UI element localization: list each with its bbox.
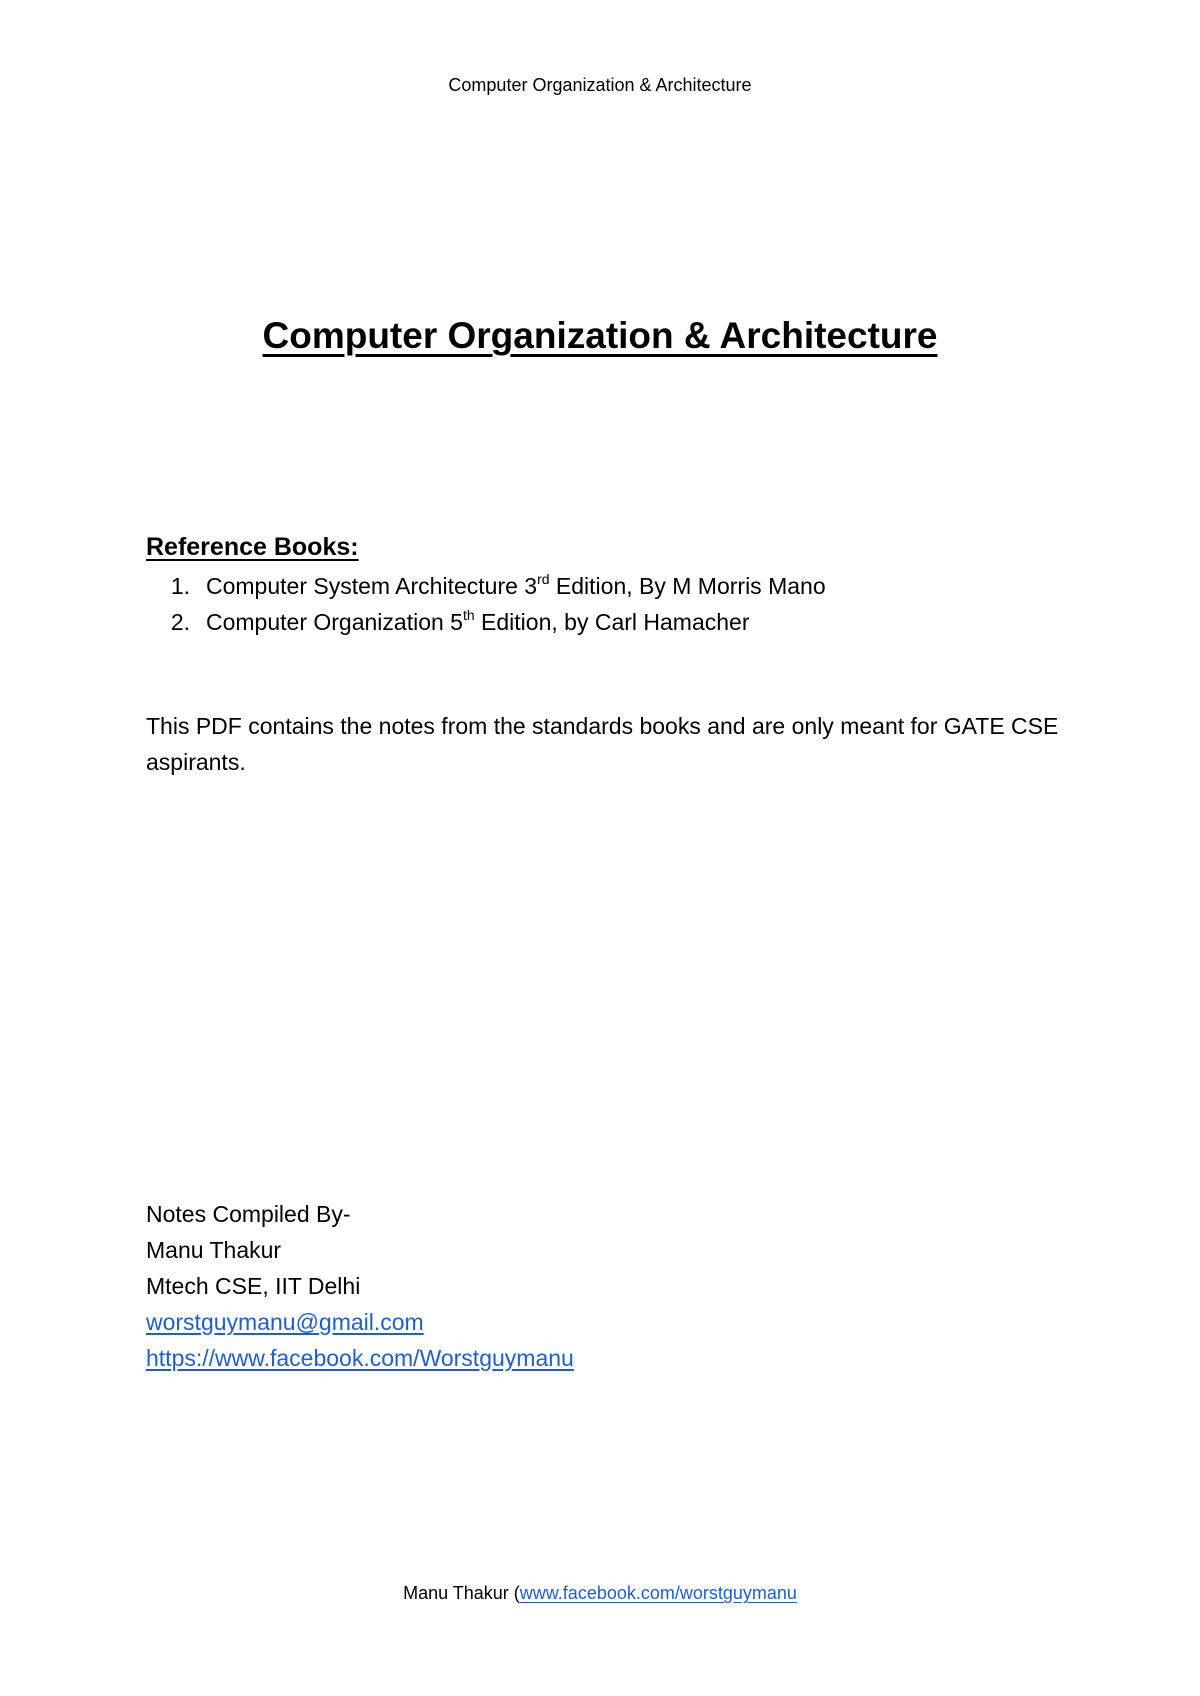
author-name: Manu Thakur	[146, 1237, 282, 1263]
reference-book-item	[146, 604, 826, 640]
compiled-by-label: Notes Compiled By-	[146, 1201, 351, 1227]
reference-book-title: Computer System Architecture 3	[206, 573, 538, 599]
document-title	[0, 314, 1200, 358]
description-paragraph: This PDF contains the notes from the standards books and are only meant for GATE CSE aspirants.	[146, 713, 1059, 775]
reference-books-heading: Reference Books:	[146, 533, 359, 561]
reference-book-edition-suffix: rd	[537, 571, 550, 587]
footer-author: Manu Thakur (	[403, 1583, 520, 1603]
reference-book-author: Edition, by Carl Hamacher	[474, 609, 750, 635]
reference-books-list	[146, 568, 826, 640]
page-footer	[0, 1582, 1200, 1604]
email-link[interactable]: worstguymanu@gmail.com	[146, 1309, 424, 1335]
reference-book-number: 1.	[170, 573, 190, 599]
document-title-text: Computer Organization & Architecture	[262, 315, 938, 356]
reference-book-number: 2.	[170, 609, 190, 635]
reference-book-author: Edition, By M Morris Mano	[549, 573, 826, 599]
page-header: Computer Organization & Architecture	[448, 75, 752, 95]
reference-book-title: Computer Organization 5	[206, 609, 463, 635]
reference-book-item	[146, 568, 826, 604]
facebook-link[interactable]: https://www.facebook.com/Worstguymanu	[146, 1345, 574, 1371]
compiled-by-block	[146, 1196, 574, 1376]
author-affiliation: Mtech CSE, IIT Delhi	[146, 1273, 361, 1299]
footer-facebook-link[interactable]: www.facebook.com/worstguymanu	[519, 1583, 797, 1603]
reference-book-edition-suffix: th	[462, 607, 475, 623]
